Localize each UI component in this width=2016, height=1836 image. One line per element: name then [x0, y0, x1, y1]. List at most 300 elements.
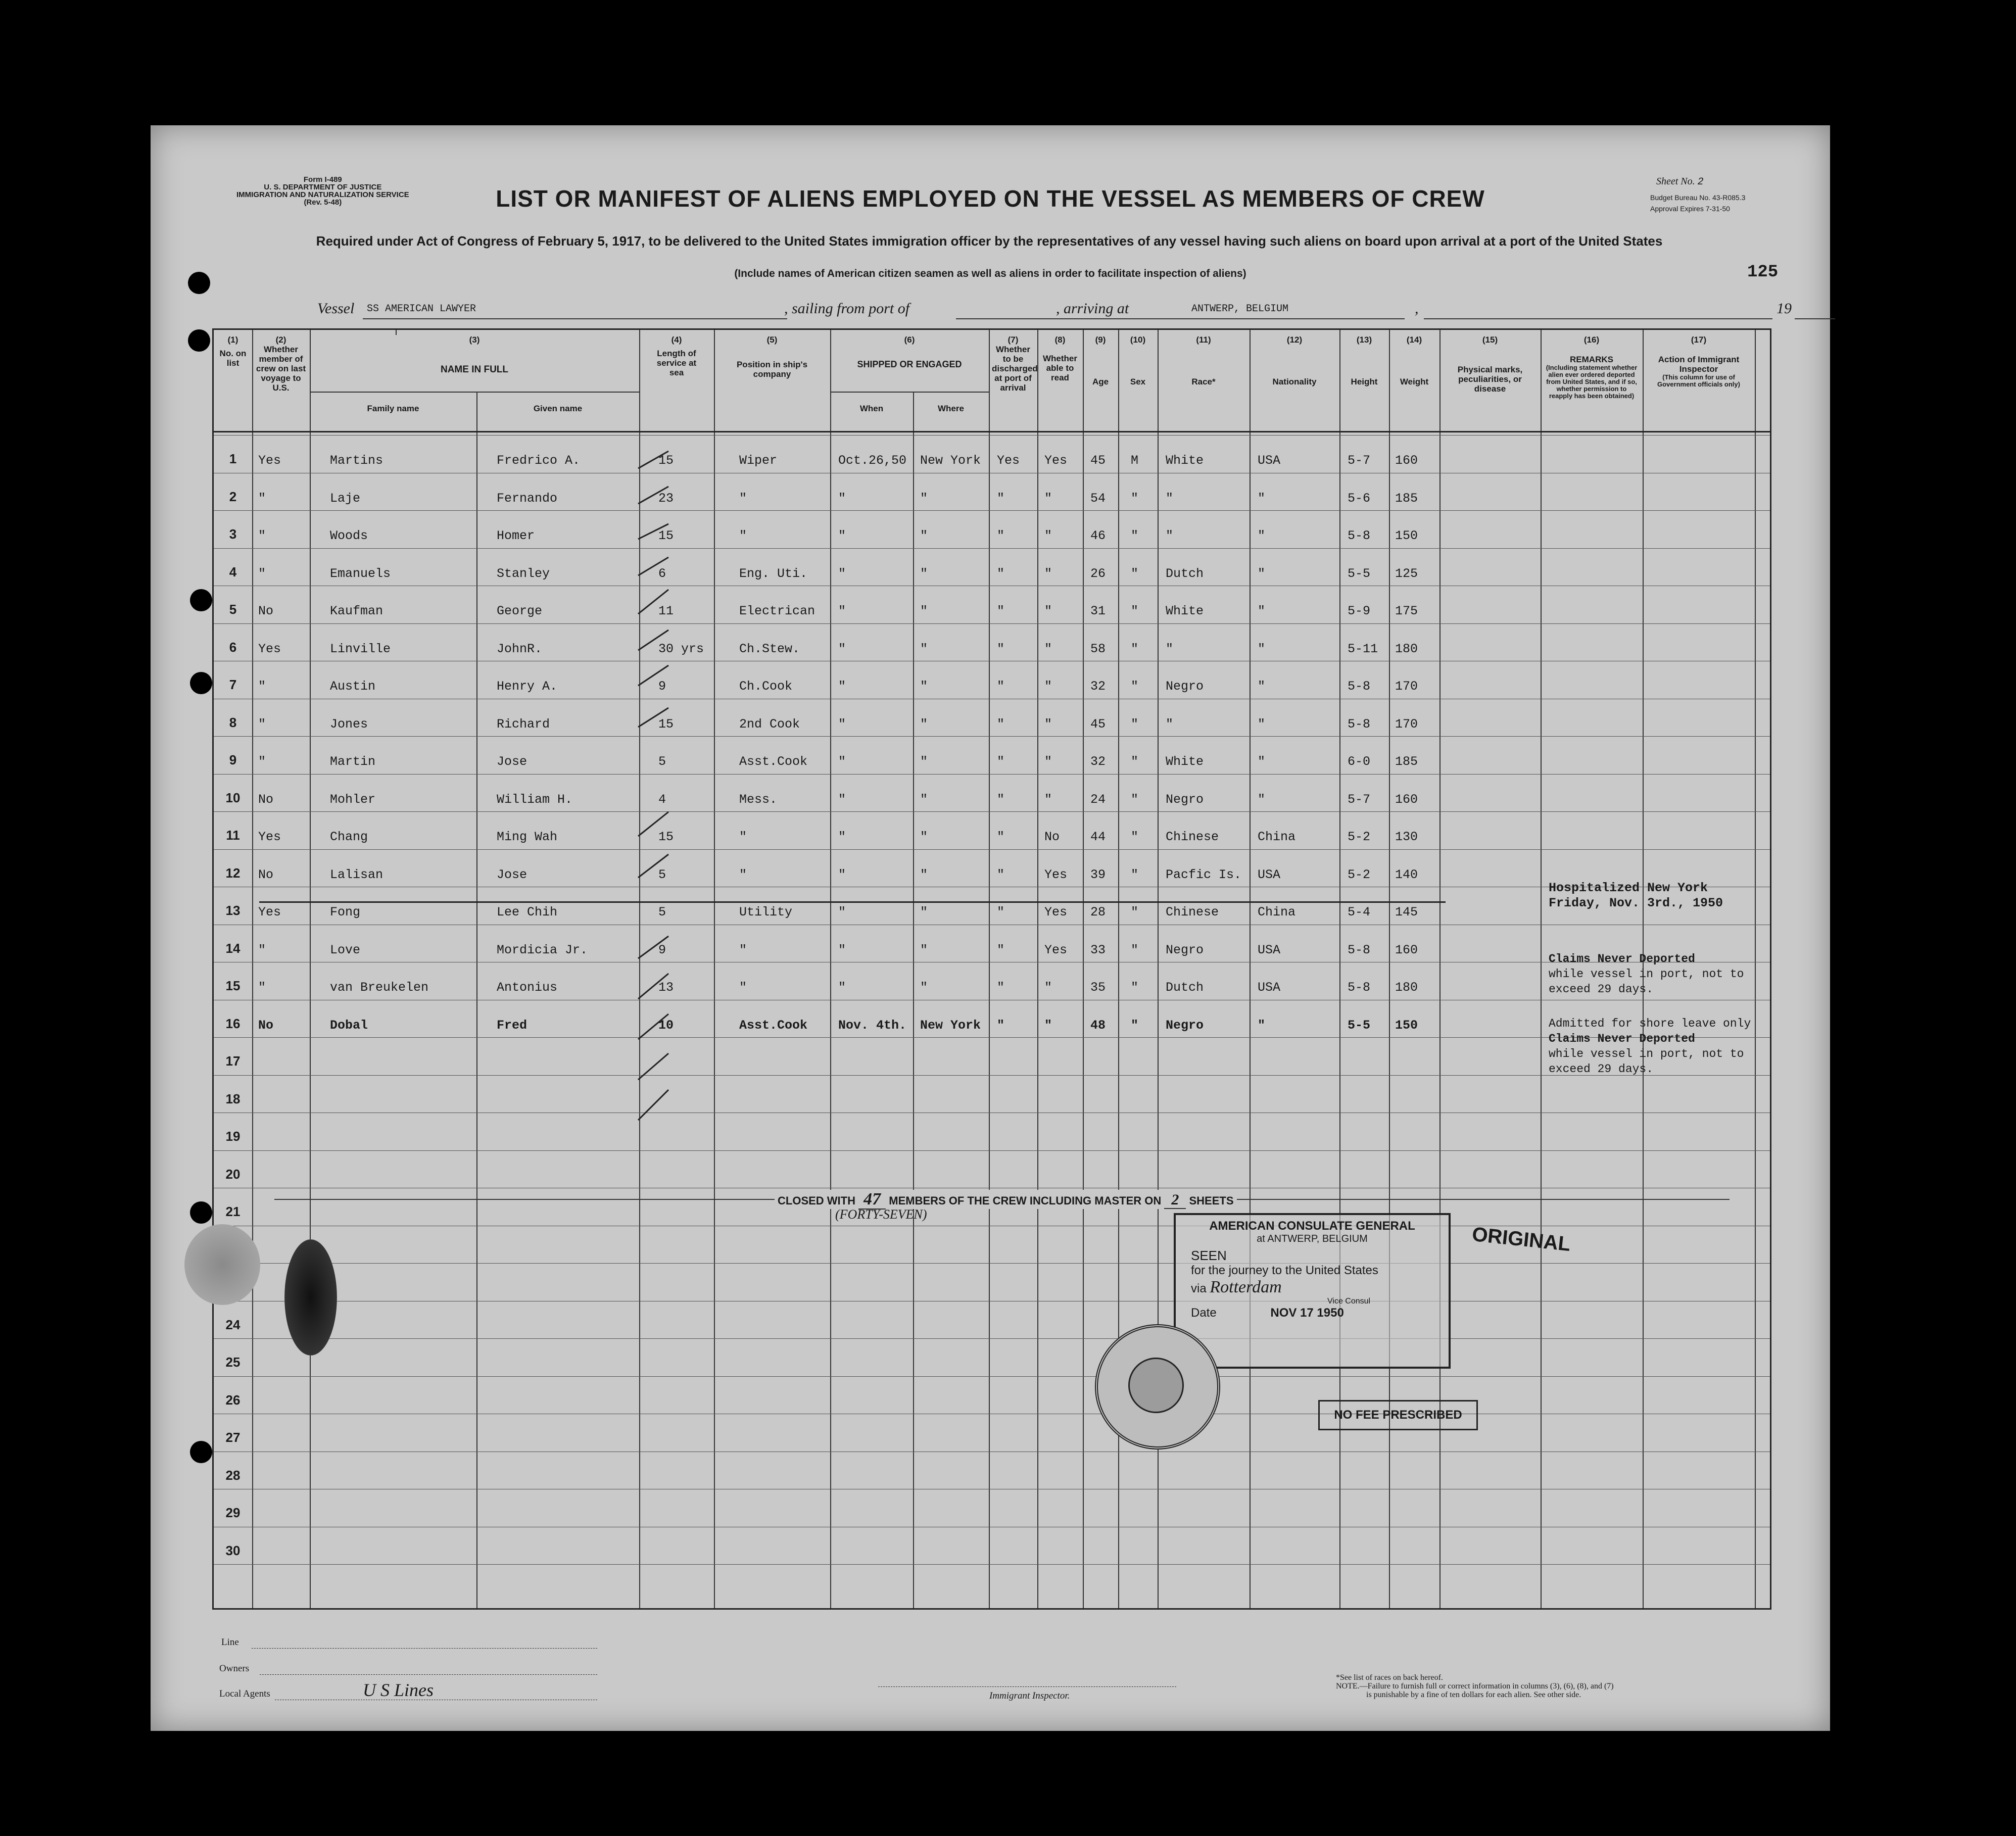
cell-discharged: ": [997, 528, 1005, 543]
cell-height: 5-8: [1348, 679, 1371, 694]
cell-age: 44: [1090, 830, 1106, 844]
cell-position: Electrican: [739, 604, 815, 618]
cell-weight: 160: [1395, 792, 1418, 807]
cell-position: ": [739, 942, 747, 957]
col-header-nationality: (12) Nationality: [1272, 335, 1317, 386]
cell-discharged: ": [997, 716, 1005, 732]
cell-shipped-where: ": [920, 528, 928, 543]
row-rule: [214, 849, 1770, 850]
cell-service: 5: [658, 867, 666, 882]
col-header-race: (11) Race*: [1191, 335, 1216, 386]
row-rule: [214, 623, 1770, 624]
cell-given-name: Mordicia Jr.: [497, 942, 588, 957]
cell-shipped-when: ": [838, 491, 846, 506]
row-number: 15: [225, 978, 241, 993]
cell-read: Yes: [1044, 905, 1068, 920]
form-identifier: Form I-489 U. S. DEPARTMENT OF JUSTICE IMMIGRATION AND NATURALIZATION SERVICE (Rev. 5-48): [236, 175, 409, 207]
cell-discharged: ": [997, 679, 1005, 694]
row-number: 29: [225, 1505, 241, 1520]
cell-read: No: [1044, 830, 1060, 844]
cell-height: 5-6: [1348, 491, 1371, 506]
row-rule: [214, 736, 1770, 737]
cell-age: 31: [1090, 604, 1106, 618]
cell-age: 32: [1090, 754, 1106, 769]
cell-family-name: Dobal: [330, 1018, 368, 1033]
cell-age: 58: [1090, 641, 1106, 656]
cell-family-name: Emanuels: [330, 566, 391, 581]
cell-shipped-where: ": [920, 905, 928, 920]
inspector-label: Immigrant Inspector.: [989, 1690, 1070, 1701]
cell-position: Wiper: [739, 453, 778, 468]
cell-previous-voyage: ": [258, 679, 266, 694]
cell-height: 5-8: [1348, 716, 1371, 732]
cell-read: ": [1044, 566, 1052, 581]
cell-position: ": [739, 980, 747, 995]
cell-family-name: Mohler: [330, 792, 376, 807]
row-rule: [214, 774, 1770, 775]
cell-nationality: ": [1258, 491, 1266, 506]
cell-discharged: ": [997, 942, 1005, 957]
cell-age: 45: [1090, 716, 1106, 732]
cell-shipped-when: ": [838, 867, 846, 882]
cell-height: 6-0: [1348, 754, 1371, 769]
cell-age: 33: [1090, 942, 1106, 957]
cell-position: Asst.Cook: [739, 1018, 808, 1033]
cell-read: ": [1044, 980, 1052, 995]
cell-shipped-where: ": [920, 716, 928, 732]
cell-discharged: ": [997, 754, 1005, 769]
cell-nationality: ": [1258, 528, 1266, 543]
cell-height: 5-2: [1348, 867, 1371, 882]
cell-given-name: William H.: [497, 792, 573, 807]
cell-sex: ": [1131, 754, 1139, 769]
cell-height: 5-5: [1348, 566, 1371, 581]
cell-sex: ": [1131, 716, 1139, 732]
cell-family-name: Woods: [330, 528, 368, 543]
col-header-sex: (10) Sex: [1130, 335, 1146, 386]
cell-position: Utility: [739, 905, 793, 920]
row-number: 4: [229, 564, 237, 579]
row-rule: [214, 435, 1770, 436]
cell-shipped-when: ": [838, 792, 846, 807]
cell-nationality: China: [1258, 830, 1296, 844]
cell-weight: 150: [1395, 1018, 1418, 1033]
cell-read: Yes: [1044, 453, 1068, 468]
cell-sex: ": [1131, 679, 1139, 694]
cell-read: Yes: [1044, 942, 1068, 957]
cell-discharged: ": [997, 792, 1005, 807]
cell-service: 11: [658, 604, 674, 618]
cell-shipped-when: ": [838, 528, 846, 543]
cell-weight: 125: [1395, 566, 1418, 581]
cell-given-name: Ming Wah: [497, 830, 558, 844]
col-header-height: (13) Height: [1351, 335, 1378, 386]
cell-service: 15: [658, 716, 674, 732]
punch-hole: [188, 329, 210, 352]
col-header-service: (4) Length of service at sea: [656, 335, 697, 377]
cell-previous-voyage: Yes: [258, 905, 281, 920]
cell-service: 6: [658, 566, 666, 581]
cell-nationality: ": [1258, 566, 1266, 581]
cell-given-name: Homer: [497, 528, 535, 543]
cell-service: 9: [658, 679, 666, 694]
col-header-read: (8) Whether able to read: [1043, 335, 1077, 382]
cell-given-name: Jose: [497, 867, 527, 882]
cell-age: 54: [1090, 491, 1106, 506]
cell-race: White: [1166, 754, 1204, 769]
punch-hole: [190, 589, 212, 611]
cell-shipped-when: ": [838, 942, 846, 957]
row-number: 30: [225, 1542, 241, 1558]
cell-previous-voyage: ": [258, 491, 266, 506]
cell-shipped-when: ": [838, 641, 846, 656]
cell-discharged: ": [997, 566, 1005, 581]
cell-age: 39: [1090, 867, 1106, 882]
cell-position: 2nd Cook: [739, 716, 800, 732]
consulate-stamp: AMERICAN CONSULATE GENERAL at ANTWERP, BELGIUM SEEN for the journey to the United States via Rotterdam Vice Consul Date NOV 17 1950: [1174, 1213, 1451, 1369]
cell-height: 5-8: [1348, 528, 1371, 543]
cell-discharged: ": [997, 491, 1005, 506]
cell-service: 15: [658, 830, 674, 844]
cell-age: 32: [1090, 679, 1106, 694]
col-header-family-name: Family name: [367, 404, 419, 413]
col-header-inspector-action: (17) Action of Immigrant Inspector (This column for use of Government officials only): [1657, 335, 1740, 388]
closing-statement: CLOSED WITH 47 MEMBERS OF THE CREW INCLUDING MASTER ON 2 SHEETS: [775, 1190, 1237, 1209]
cell-family-name: Love: [330, 942, 361, 957]
wax-seal: [184, 1224, 260, 1305]
cell-position: Asst.Cook: [739, 754, 808, 769]
col-header-where: Where: [938, 404, 964, 413]
cell-family-name: Lalisan: [330, 867, 383, 882]
row-number: 19: [225, 1129, 241, 1144]
row-number: 24: [225, 1317, 241, 1332]
cell-nationality: China: [1258, 905, 1296, 920]
cell-age: 28: [1090, 905, 1106, 920]
punch-hole: [190, 1201, 212, 1224]
cell-weight: 180: [1395, 980, 1418, 995]
row-rule: [214, 510, 1770, 511]
cell-height: 5-7: [1348, 453, 1371, 468]
cell-nationality: USA: [1258, 453, 1281, 468]
row-rule: [214, 811, 1770, 812]
cell-shipped-when: ": [838, 566, 846, 581]
cell-weight: 170: [1395, 716, 1418, 732]
cell-position: ": [739, 491, 747, 506]
cell-service: 9: [658, 942, 666, 957]
requirement-text: Required under Act of Congress of February 5, 1917, to be delivered to the United States immigration officer by the representatives of any vessel having such aliens on board upon arrival at a port of the United States: [316, 233, 1663, 249]
row-number: 3: [229, 526, 237, 542]
cell-nationality: ": [1258, 604, 1266, 618]
cell-shipped-where: ": [920, 641, 928, 656]
cell-shipped-when: Oct.26,50: [838, 453, 907, 468]
cell-race: ": [1166, 716, 1174, 732]
row-number: 2: [229, 489, 237, 504]
cell-race: ": [1166, 491, 1174, 506]
cell-sex: ": [1131, 604, 1139, 618]
closing-count-words: (FORTY-SEVEN): [835, 1207, 927, 1222]
cell-age: 24: [1090, 792, 1106, 807]
row-number: 9: [229, 752, 237, 767]
cell-height: 5-8: [1348, 942, 1371, 957]
cell-age: 35: [1090, 980, 1106, 995]
cell-shipped-when: ": [838, 604, 846, 618]
row-number: 26: [225, 1392, 241, 1408]
page-number: 125: [1747, 263, 1779, 282]
row-number: 1: [229, 451, 237, 466]
cell-service: 13: [658, 980, 674, 995]
cell-sex: ": [1131, 566, 1139, 581]
check-marks: [628, 438, 674, 1150]
cell-weight: 150: [1395, 528, 1418, 543]
col-header-remarks: (16) REMARKS (Including statement whether alien ever ordered deported from United States, and if so, whether permission to reapply has been obtained): [1546, 335, 1638, 400]
cell-sex: ": [1131, 792, 1139, 807]
col-header-age: (9) Age: [1092, 335, 1109, 386]
cell-discharged: ": [997, 980, 1005, 995]
cell-discharged: ": [997, 905, 1005, 920]
cell-race: Negro: [1166, 942, 1204, 957]
cell-weight: 175: [1395, 604, 1418, 618]
row-number: 11: [226, 828, 240, 843]
page-title: LIST OR MANIFEST OF ALIENS EMPLOYED ON THE VESSEL AS MEMBERS OF CREW: [496, 185, 1485, 212]
cell-race: Chinese: [1166, 905, 1219, 920]
cell-age: 46: [1090, 528, 1106, 543]
cell-shipped-where: ": [920, 980, 928, 995]
cell-given-name: Fred: [497, 1018, 527, 1033]
consulate-seal: [1095, 1324, 1220, 1450]
row-number: 25: [225, 1355, 241, 1370]
row-number: 18: [225, 1091, 241, 1106]
footer-agents-label: Local Agents: [219, 1688, 270, 1699]
cell-height: 5-11: [1348, 641, 1378, 656]
cell-age: 26: [1090, 566, 1106, 581]
cell-read: ": [1044, 716, 1052, 732]
cell-shipped-where: ": [920, 942, 928, 957]
cell-previous-voyage: ": [258, 980, 266, 995]
row-number: 21: [225, 1204, 241, 1219]
footer-owners-label: Owners: [219, 1663, 250, 1674]
cell-previous-voyage: ": [258, 528, 266, 543]
cell-service: 5: [658, 905, 666, 920]
cell-height: 5-7: [1348, 792, 1371, 807]
cell-previous-voyage: ": [258, 754, 266, 769]
col-header-no: (1) No. on list: [219, 335, 247, 368]
cell-given-name: Jose: [497, 754, 527, 769]
cell-given-name: Richard: [497, 716, 550, 732]
cell-previous-voyage: Yes: [258, 830, 281, 844]
arriving-port: ANTWERP, BELGIUM: [1191, 303, 1289, 315]
cell-family-name: Kaufman: [330, 604, 383, 618]
cell-read: ": [1044, 754, 1052, 769]
cell-shipped-when: Nov. 4th.: [838, 1018, 907, 1033]
cell-nationality: ": [1258, 679, 1266, 694]
cell-weight: 140: [1395, 867, 1418, 882]
cell-shipped-where: ": [920, 754, 928, 769]
cell-shipped-when: ": [838, 905, 846, 920]
cell-age: 48: [1090, 1018, 1106, 1033]
cell-read: ": [1044, 528, 1052, 543]
cell-weight: 160: [1395, 942, 1418, 957]
cell-read: ": [1044, 679, 1052, 694]
strikethrough-row-9: [259, 901, 1446, 903]
cell-previous-voyage: No: [258, 1018, 274, 1033]
cell-service: 23: [658, 491, 674, 506]
cell-given-name: Antonius: [497, 980, 558, 995]
cell-weight: 185: [1395, 754, 1418, 769]
cell-race: Dutch: [1166, 980, 1204, 995]
cell-position: Ch.Stew.: [739, 641, 800, 656]
cell-shipped-where: ": [920, 491, 928, 506]
row-number: 12: [225, 865, 241, 881]
col-header-previous-voyage: (2) Whether member of crew on last voyage to U.S.: [256, 335, 306, 393]
cell-sex: ": [1131, 942, 1139, 957]
cell-nationality: ": [1258, 792, 1266, 807]
cell-weight: 160: [1395, 453, 1418, 468]
cell-shipped-where: ": [920, 566, 928, 581]
cell-sex: ": [1131, 641, 1139, 656]
row-rule: [214, 1263, 1770, 1264]
cell-race: ": [1166, 528, 1174, 543]
cell-given-name: Fernando: [497, 491, 558, 506]
cell-family-name: van Breukelen: [330, 980, 429, 995]
row-rule: [214, 548, 1770, 549]
cell-position: ": [739, 528, 747, 543]
row-number: 5: [229, 602, 237, 617]
cell-service: 4: [658, 792, 666, 807]
cell-shipped-where: New York: [920, 453, 981, 468]
row-rule: [214, 1338, 1770, 1339]
cell-nationality: ": [1258, 1018, 1266, 1033]
cell-service: 15: [658, 528, 674, 543]
cell-given-name: George: [497, 604, 543, 618]
cell-position: Ch.Cook: [739, 679, 793, 694]
row-number: 27: [225, 1430, 241, 1445]
remark-row-13: Admitted for shore leave only Claims Never Deported while vessel in port, not to exceed 29 days.: [1549, 1017, 1751, 1076]
vessel-label: Vessel: [317, 300, 355, 317]
row-number: 10: [225, 790, 241, 805]
sheet-number: Sheet No. 2: [1656, 176, 1704, 188]
cell-previous-voyage: Yes: [258, 641, 281, 656]
remark-row-9: Hospitalized New York Friday, Nov. 3rd., 1950: [1549, 881, 1723, 910]
col-header-given-name: Given name: [533, 404, 583, 413]
cell-discharged: ": [997, 641, 1005, 656]
row-number: 16: [225, 1016, 241, 1031]
row-number: 20: [225, 1166, 241, 1182]
cell-previous-voyage: No: [258, 867, 274, 882]
cell-shipped-when: ": [838, 679, 846, 694]
cell-shipped-where: ": [920, 604, 928, 618]
col-header-weight: (14) Weight: [1400, 335, 1429, 386]
row-rule: [214, 1564, 1770, 1565]
cell-sex: ": [1131, 1018, 1139, 1033]
cell-nationality: ": [1258, 641, 1266, 656]
cell-nationality: USA: [1258, 980, 1281, 995]
cell-age: 45: [1090, 453, 1106, 468]
cell-previous-voyage: No: [258, 792, 274, 807]
arriving-label: , arriving at: [1056, 300, 1129, 317]
cell-height: 5-4: [1348, 905, 1371, 920]
manifest-sheet: Form I-489 U. S. DEPARTMENT OF JUSTICE IMMIGRATION AND NATURALIZATION SERVICE (Rev. 5-48) Sheet No. 2 Budget Bureau No. 43-R085.3 Approval Expires 7-31-50 LIST OR MANIFEST OF ALIENS EMPLOYED ON THE VESSEL AS MEMBERS OF CREW Required under Act of Congress of February 5, 1917, to be delivered to the United States immigration officer by the representatives of any vessel having such aliens on board upon arrival at a port of the United States (Include names of American citizen seamen as well as aliens in order to facilitate inspection of aliens) 125 Vessel SS AMERICAN LAWYER , sailing from port of , arriving at ANTWERP, BELGIUM , 19 (1) No. on list (2) Whether member of crew on last voyage to U.S. (3) NAME IN FULL Family name Given name (4) Length of service at sea (5) Position in ship's company (6) SHIPPED OR ENGAGED When Where (7) Whether to be discharged at port of arrival (8) Whether able to read (9) Age (10) Sex (11) Race* (12) Nationality (13) Height (14) Weight (15) Physical marks, peculiarities, or disease (16) REMARKS (Including statement whether alien ever ordered deported from United States, and if so, whether permission to reapply has been obtained) (17) Action of Immigrant Inspector (This column for use of Government officials only) 1 Yes Martins Fredrico A. 15 Wiper Oct.26,50 New York Yes Yes 45 M White USA 5-7 160 2 " Laje Fernando 23 " " " " " 54 " " " 5-6 185 3 " Woods Homer 15 " " " " " 46 " " " 5-8 150 4 " Emanuels Stanley 6 Eng. Uti. " " " " 26 " Dutch " 5-5 125 5 No Kaufman George 11 Electrican " " " " 31 " White " 5-9 175 6 Yes Linville JohnR. 30 yrs Ch.Stew. " " " " 58 " " " 5-11 180 7 " Austin Henry A. 9 Ch.Cook " " " " 32 " Negro " 5-8 170 8 " Jones Richard 15 2nd Cook " " " " 45 " " " 5-8 170 9 " Martin Jose 5 Asst.Cook " " " " 32 " White " 6-0 185 10 No Mohler William H. 4 Mess. " " " " 24 " Negro " 5-7 160 11 Yes Chang Ming Wah 15 " " " " No 44 " Chinese China 5-2 130 12 No Lalisan Jose 5 " " " " Yes 39 " Pacfic Is. USA 5-2 140 13 Yes Fong Lee Chih 5 Utility " " " Yes 28 " Chinese China 5-4 145 14 " Love Mordicia Jr. 9 " " " " Yes 33 " Negro USA 5-8 160 15 " van Breukelen Antonius 13 " " " " " 35 " Dutch USA 5-8 180 16 No Dobal Fred 10 Asst.Cook Nov. 4th. New York " " 48 " Negro " 5-5 150 17 18 19 20 21 24 25 26 27 28 29 30 Hospitalized New York Friday, Nov. 3rd., 1950 Claims Never Deported while vessel in port, not to exceed 29 days. Admitted for shore leave only Claims Never Deported while vessel in port, not to exceed 29 days. CLOSED WITH 47 MEMBERS OF THE CREW INCLUDING MASTER ON 2 SHEETS (FORTY-SEVEN) AMERICAN CONSULATE GENERAL at ANTWERP, BELGIUM SEEN for the journey to the United States via Rotterdam Vice Consul Date NOV 17 1950 NO FEE PRESCRIBED ORIGINAL Line Owners Local Agents U S Lines Immigrant Inspector. *See list of races on back hereof. NOTE.—Failure to furnish full or correct information in columns (3), (6), (8), and (7) is punishable by a fine of ten dollars for each alien. See other side.: [151, 125, 1830, 1731]
cell-read: Yes: [1044, 867, 1068, 882]
cell-height: 5-8: [1348, 980, 1371, 995]
cell-race: Chinese: [1166, 830, 1219, 844]
cell-discharged: ": [997, 830, 1005, 844]
cell-previous-voyage: Yes: [258, 453, 281, 468]
cell-race: White: [1166, 453, 1204, 468]
cell-family-name: Austin: [330, 679, 376, 694]
cell-nationality: ": [1258, 716, 1266, 732]
cell-family-name: Martins: [330, 453, 383, 468]
footer-notes: *See list of races on back hereof. NOTE.—Failure to furnish full or correct information in columns (3), (6), (8), and (7) is punishable by a fine of ten dollars for each alien. See other side.: [1336, 1673, 1614, 1699]
col-header-position: (5) Position in ship's company: [736, 335, 808, 379]
remark-row-11: Claims Never Deported while vessel in port, not to exceed 29 days.: [1549, 952, 1744, 996]
cell-service: 10: [658, 1018, 674, 1033]
row-rule: [214, 1150, 1770, 1151]
cell-discharged: ": [997, 1018, 1005, 1033]
cell-weight: 180: [1395, 641, 1418, 656]
cell-service: 15: [658, 453, 674, 468]
cell-previous-voyage: ": [258, 716, 266, 732]
row-rule: [214, 1376, 1770, 1377]
cell-family-name: Laje: [330, 491, 361, 506]
cell-weight: 185: [1395, 491, 1418, 506]
crew-table: [212, 328, 1771, 1610]
cell-read: ": [1044, 491, 1052, 506]
cell-sex: ": [1131, 867, 1139, 882]
row-number: 14: [225, 940, 241, 956]
row-number: 13: [225, 903, 241, 918]
cell-shipped-when: ": [838, 754, 846, 769]
cell-shipped-where: ": [920, 679, 928, 694]
cell-race: Pacfic Is.: [1166, 867, 1242, 882]
include-note: (Include names of American citizen seamen as well as aliens in order to facilitate inspection of aliens): [734, 268, 1246, 279]
cell-discharged: Yes: [997, 453, 1020, 468]
cell-nationality: ": [1258, 754, 1266, 769]
col-header-shipped: (6) SHIPPED OR ENGAGED: [857, 335, 962, 369]
cell-family-name: Linville: [330, 641, 391, 656]
cell-shipped-where: ": [920, 792, 928, 807]
budget-bureau: Budget Bureau No. 43-R085.3 Approval Expires 7-31-50: [1650, 194, 1746, 213]
row-rule: [214, 1075, 1770, 1076]
row-number: 7: [229, 677, 237, 692]
col-header-physical-marks: (15) Physical marks, peculiarities, or disease: [1457, 335, 1523, 394]
cell-given-name: Fredrico A.: [497, 453, 581, 468]
cell-given-name: Stanley: [497, 566, 550, 581]
cell-race: Negro: [1166, 792, 1204, 807]
cell-sex: ": [1131, 528, 1139, 543]
cell-family-name: Jones: [330, 716, 368, 732]
cell-race: Negro: [1166, 679, 1204, 694]
col-header-name: (3) NAME IN FULL: [440, 335, 509, 375]
local-agent-signature: U S Lines: [363, 1680, 434, 1700]
cell-height: 5-5: [1348, 1018, 1371, 1033]
cell-read: ": [1044, 792, 1052, 807]
cell-shipped-when: ": [838, 980, 846, 995]
cell-nationality: USA: [1258, 867, 1281, 882]
cell-sex: ": [1131, 905, 1139, 920]
cell-service: 30 yrs: [658, 641, 704, 656]
cell-position: Mess.: [739, 792, 778, 807]
cell-position: Eng. Uti.: [739, 566, 808, 581]
row-number: 28: [225, 1467, 241, 1483]
cell-given-name: Henry A.: [497, 679, 558, 694]
cell-shipped-when: ": [838, 830, 846, 844]
col-header-when: When: [859, 404, 884, 413]
cell-previous-voyage: ": [258, 942, 266, 957]
cell-weight: 145: [1395, 905, 1418, 920]
cell-shipped-when: ": [838, 716, 846, 732]
cell-discharged: ": [997, 604, 1005, 618]
cell-shipped-where: New York: [920, 1018, 981, 1033]
